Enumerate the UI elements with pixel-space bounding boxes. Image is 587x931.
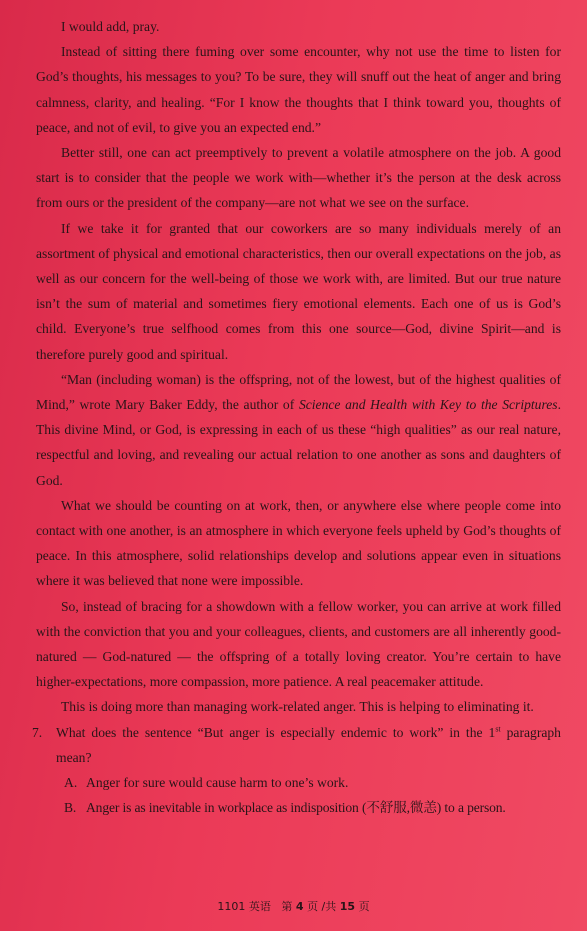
option-b [36, 795, 561, 820]
ordinal-superscript: st [495, 724, 501, 734]
footer-page-prefix: 第 [281, 900, 293, 913]
option-letter: A. [64, 775, 78, 791]
option-a [36, 770, 561, 795]
paragraph: If we take it for granted that our coworkers are so many individuals merely of an assortment of physical and emotional characteristics, then our overall expectations on the job, as well as our concern for the well-being of those we work with, are limited. But our true nature isn’t the sum of material and sometimes fiery emotional elements. Each one of us is God’s child. Everyone’s true selfhood comes from this one source—God, divine Spirit—and is therefore purely good and spiritual. [36, 220, 561, 362]
option-letter: B. [64, 800, 77, 816]
footer-page-suffix: 页 [358, 900, 370, 913]
page-footer [0, 898, 587, 914]
footer-page-number: 4 [295, 900, 304, 913]
question-7 [32, 720, 561, 770]
eddy-text-after: . This divine Mind, or God, is expressing in each of us these “high qualities” as our real nature, respectful and loving, and revealing our actual relation to one another as sons and daughters of God. [36, 397, 561, 488]
footer-total-pages: 15 [339, 900, 356, 913]
question-text-after: paragraph mean? [56, 724, 561, 765]
option-text: Anger is as inevitable in workplace as indisposition (不舒服,微恙) to a person. [86, 800, 506, 816]
footer-code: 1101 英语 [217, 900, 271, 913]
paragraph-eddy-quote [36, 367, 561, 493]
eddy-text-before: “Man (including woman) is the offspring, not of the lowest, but of the highest qualities of Mind,” wrote Mary Baker Eddy, the author of [36, 371, 561, 413]
question-text-before: What does the sentence “But anger is especially endemic to work” in the 1 [56, 724, 496, 740]
paragraph: Instead of sitting there fuming over some encounter, why not use the time to listen for God’s thoughts, his messages to you? To be sure, they will snuff out the heat of anger and bring calmness, clarity, and healing. “For I know the thoughts that I think toward you, thoughts of peace, and not of evil, to give you an expected end.” [36, 44, 561, 135]
paragraph: What we should be counting on at work, then, or anywhere else where people come into contact with one another, is an atmosphere in which everyone feels upheld by God’s thoughts of peace. In this atmosphere, solid relationships develop and solutions appear even in situations where it was believed that none were impossible. [36, 497, 561, 589]
paragraph: I would add, pray. [61, 19, 160, 34]
footer-page-mid: 页 /共 [307, 900, 337, 913]
paragraph: Better still, one can act preemptively to prevent a volatile atmosphere on the job. A good start is to consider that the people we work with—whether it’s the person at the desk across from ours or the president of the company—are not what we see on the surface. [36, 145, 561, 211]
option-text: Anger for sure would cause harm to one’s work. [86, 775, 349, 791]
question-number: 7. [32, 724, 43, 740]
paragraph: So, instead of bracing for a showdown with a fellow worker, you can arrive at work filled with the conviction that you and your colleagues, clients, and customers are all inherently good-natured — God-natured — the offspring of a totally loving creator. You’re certain to have higher-expectations, more compassion, more patience. A real peacemaker attitude. [36, 598, 561, 690]
book-title: Science and Health with Key to the Scriptures [298, 397, 558, 413]
paragraph: This is doing more than managing work-related anger. This is helping to eliminating it. [61, 699, 534, 715]
